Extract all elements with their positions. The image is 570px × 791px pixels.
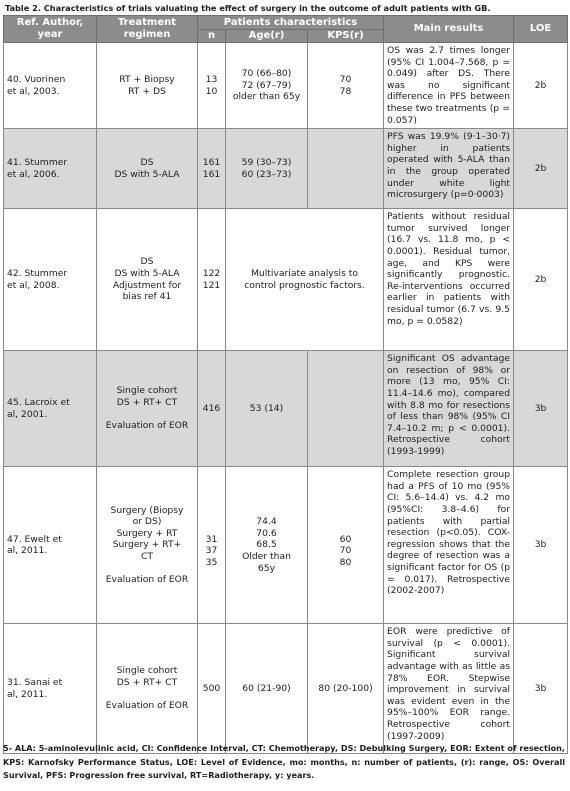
table-row [4, 129, 568, 209]
header-loe: LOE [514, 16, 568, 43]
header-n: n [198, 30, 226, 43]
treatment-cell: Surgery (Biopsy or DS) Surgery + RT Surgery + RT+ CT Evaluation of EOR [97, 467, 198, 624]
abbreviations-footnote: 5- ALA: 5-aminolevulinic acid, CI: Confidence Interval, CT: Chemotherapy, DS: Debulking Surgery, EOR: Extent of resection, KPS: Karnofsky Performance Status, LOE: Level of Evidence, mo: months, n: number of patients, (r): range, OS: Overall Survival, PFS: Progression free survival, RT=Radiotherapy, y: years. [3, 743, 565, 780]
n-cell: 122 121 [198, 209, 226, 351]
table-row [4, 624, 568, 754]
table-caption: Table 2. Characteristics of trials valuating the effect of surgery in the outcome of adult patients with GB. [5, 3, 491, 13]
treatment-cell: Single cohort DS + RT+ CT Evaluation of EOR [97, 351, 198, 467]
kps-cell [308, 351, 384, 467]
treatment-cell: DS DS with 5-ALA [97, 129, 198, 209]
results-cell: EOR were predictive of survival (p < 0.0001). Significant survival advantage with as little as 78% EOR. Stepwise improvement in survival was evident even in the 95%–100% EOR range. Retrospective cohort (1997-2009) [384, 624, 514, 754]
loe-cell: 3b [514, 351, 568, 467]
age-kps-cell: Multivariate analysis to control prognostic factors. [226, 209, 384, 351]
ref-cell: 41. Stummer et al, 2006. [4, 129, 97, 209]
loe-cell: 2b [514, 129, 568, 209]
table-row [4, 43, 568, 129]
results-cell: Patients without residual tumor survived longer (16.7 vs. 11.8 mo, p < 0.0001). Residual tumor, age, and KPS were significantly prognostic. Re-interventions occurred earlier in patients with residual tumor (6.7 vs. 9.5 mo, p = 0.0582) [384, 209, 514, 351]
kps-cell: 60 70 80 [308, 467, 384, 624]
header-kps: KPS(r) [308, 30, 384, 43]
treatment-cell: RT + Biopsy RT + DS [97, 43, 198, 129]
loe-cell: 2b [514, 209, 568, 351]
age-cell: 53 (14) [226, 351, 308, 467]
trials-table [3, 15, 568, 754]
ref-cell: 31. Sanai et al, 2011. [4, 624, 97, 754]
kps-cell [308, 129, 384, 209]
n-cell: 500 [198, 624, 226, 754]
kps-cell: 70 78 [308, 43, 384, 129]
results-cell: PFS was 19.9% (9·1–30·7) higher in patients operated with 5-ALA than in the group operated under white light microsurgery (p=0·0003) [384, 129, 514, 209]
treatment-cell: Single cohort DS + RT+ CT Evaluation of EOR [97, 624, 198, 754]
header-treatment: Treatment regimen [97, 16, 198, 43]
loe-cell: 3b [514, 467, 568, 624]
results-cell: OS was 2.7 times longer (95% CI 1.004–7.568, p = 0.049) after DS. There was no significant difference in PFS between these two treatments (p = 0.057) [384, 43, 514, 129]
header-patients: Patients characteristics [198, 16, 384, 30]
table-row [4, 209, 568, 351]
age-cell: 60 (21-90) [226, 624, 308, 754]
n-cell: 31 37 35 [198, 467, 226, 624]
ref-cell: 42. Stummer et al, 2008. [4, 209, 97, 351]
table-row [4, 351, 568, 467]
loe-cell: 2b [514, 43, 568, 129]
n-cell: 416 [198, 351, 226, 467]
ref-cell: 45. Lacroix et al, 2001. [4, 351, 97, 467]
header-results: Main results [384, 16, 514, 43]
results-cell: Complete resection group had a PFS of 10 mo (95% CI: 5.6–14.4) vs. 4.2 mo (95%CI: 3.8–4.6) for patients with partial resection (p<0.05). COX-regression shows that the degree of resection was a significant factor for OS (p = 0.017). Retrospective (2002-2007) [384, 467, 514, 624]
n-cell: 13 10 [198, 43, 226, 129]
ref-cell: 47. Ewelt et al, 2011. [4, 467, 97, 624]
age-cell: 70 (66–80) 72 (67–79) older than 65y [226, 43, 308, 129]
kps-cell: 80 (20-100) [308, 624, 384, 754]
header-age: Age(r) [226, 30, 308, 43]
results-cell: Significant OS advantage on resection of 98% or more (13 mo, 95% CI: 11.4–14.6 mo), compared with 8.8 mo for resections of less than 98% (95% CI 7.4–10.2 m; p < 0.0001). Retrospective cohort (1993-1999) [384, 351, 514, 467]
age-cell: 59 (30–73) 60 (23–73) [226, 129, 308, 209]
ref-cell: 40. Vuorinen et al, 2003. [4, 43, 97, 129]
n-cell: 161 161 [198, 129, 226, 209]
header-ref: Ref. Author, year [4, 16, 97, 43]
table-row [4, 467, 568, 624]
loe-cell: 3b [514, 624, 568, 754]
age-cell: 74.4 70.6 68.5 Older than 65y [226, 467, 308, 624]
treatment-cell: DS DS with 5-ALA Adjustment for bias ref 41 [97, 209, 198, 351]
